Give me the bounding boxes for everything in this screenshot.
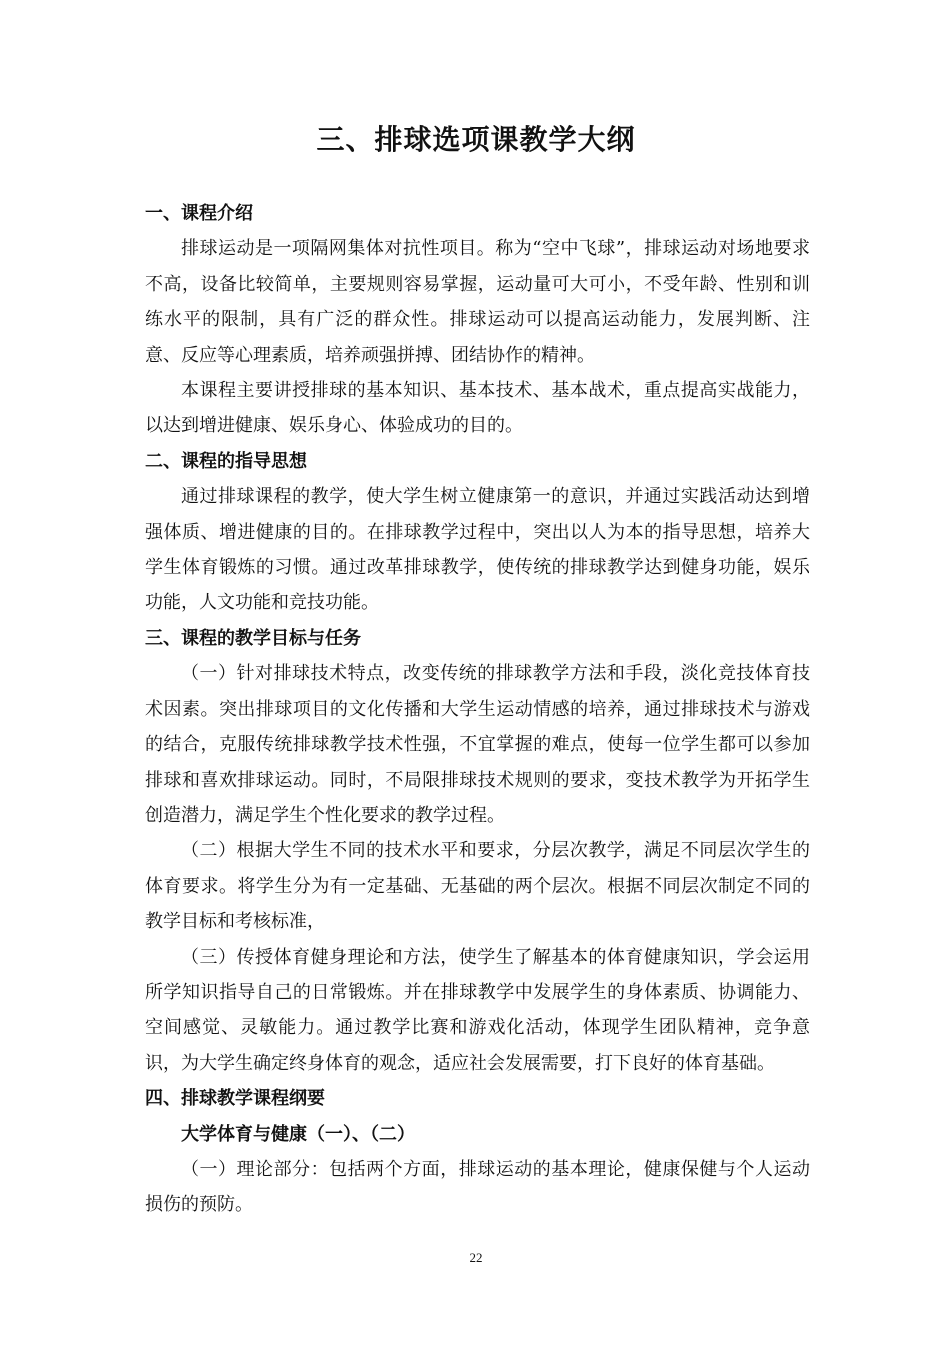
paragraph: 通过排球课程的教学，使大学生树立健康第一的意识，并通过实践活动达到增强体质、增进健康的目的。在排球教学过程中，突出以人为本的指导思想，培养大学生体育锻炼的习惯。通过改革排球教学，使传统的排球教学达到健身功能，娱乐功能，人文功能和竞技功能。 [145, 486, 810, 614]
section-heading-objectives: 三、课程的教学目标与任务 [145, 627, 361, 649]
paragraph: （一）理论部分：包括两个方面，排球运动的基本理论，健康保健与个人运动损伤的预防。 [145, 1158, 810, 1216]
paragraph: （二）根据大学生不同的技术水平和要求，分层次教学，满足不同层次学生的体育要求。将学生分为有一定基础、无基础的两个层次。根据不同层次制定不同的教学目标和考核标准， [145, 840, 810, 933]
paragraph: 排球运动是一项隔网集体对抗性项目。称为“空中飞球”，排球运动对场地要求不高，设备比较简单，主要规则容易掌握，运动量可大可小，不受年龄、性别和训练水平的限制，具有广泛的群众性。排球运动可以提高运动能力，发展判断、注意、反应等心理素质，培养顽强拼搏、团结协作的精神。 [145, 238, 810, 366]
paragraph: （三）传授体育健身理论和方法，使学生了解基本的体育健康知识，学会运用所学知识指导自己的日常锻炼。并在排球教学中发展学生的身体素质、协调能力、空间感觉、灵敏能力。通过教学比赛和游戏化活动，体现学生团队精神，竞争意识，为大学生确定终身体育的观念，适应社会发展需要，打下良好的体育基础。 [145, 946, 810, 1074]
section-heading-outline: 四、排球教学课程纲要 [145, 1088, 325, 1110]
section-heading-guiding-ideology: 二、课程的指导思想 [145, 450, 307, 472]
paragraph: （一）针对排球技术特点，改变传统的排球教学方法和手段，淡化竞技体育技术因素。突出排球项目的文化传播和大学生运动情感的培养，通过排球技术与游戏的结合，克服传统排球教学技术性强，不宜掌握的难点，使每一位学生都可以参加排球和喜欢排球运动。同时，不局限排球技术规则的要求，变技术教学为开拓学生创造潜力，满足学生个性化要求的教学过程。 [145, 663, 810, 826]
sub-heading: 大学体育与健康（一）、（二） [181, 1123, 415, 1145]
page-number: 22 [469, 1250, 483, 1265]
section-heading-course-intro: 一、课程介绍 [145, 203, 253, 224]
document-body [145, 196, 810, 1223]
paragraph: 本课程主要讲授排球的基本知识、基本技术、基本战术，重点提高实战能力，以达到增进健康、娱乐身心、体验成功的目的。 [145, 380, 810, 437]
page-title: 三、排球选项课教学大纲 [316, 123, 636, 156]
